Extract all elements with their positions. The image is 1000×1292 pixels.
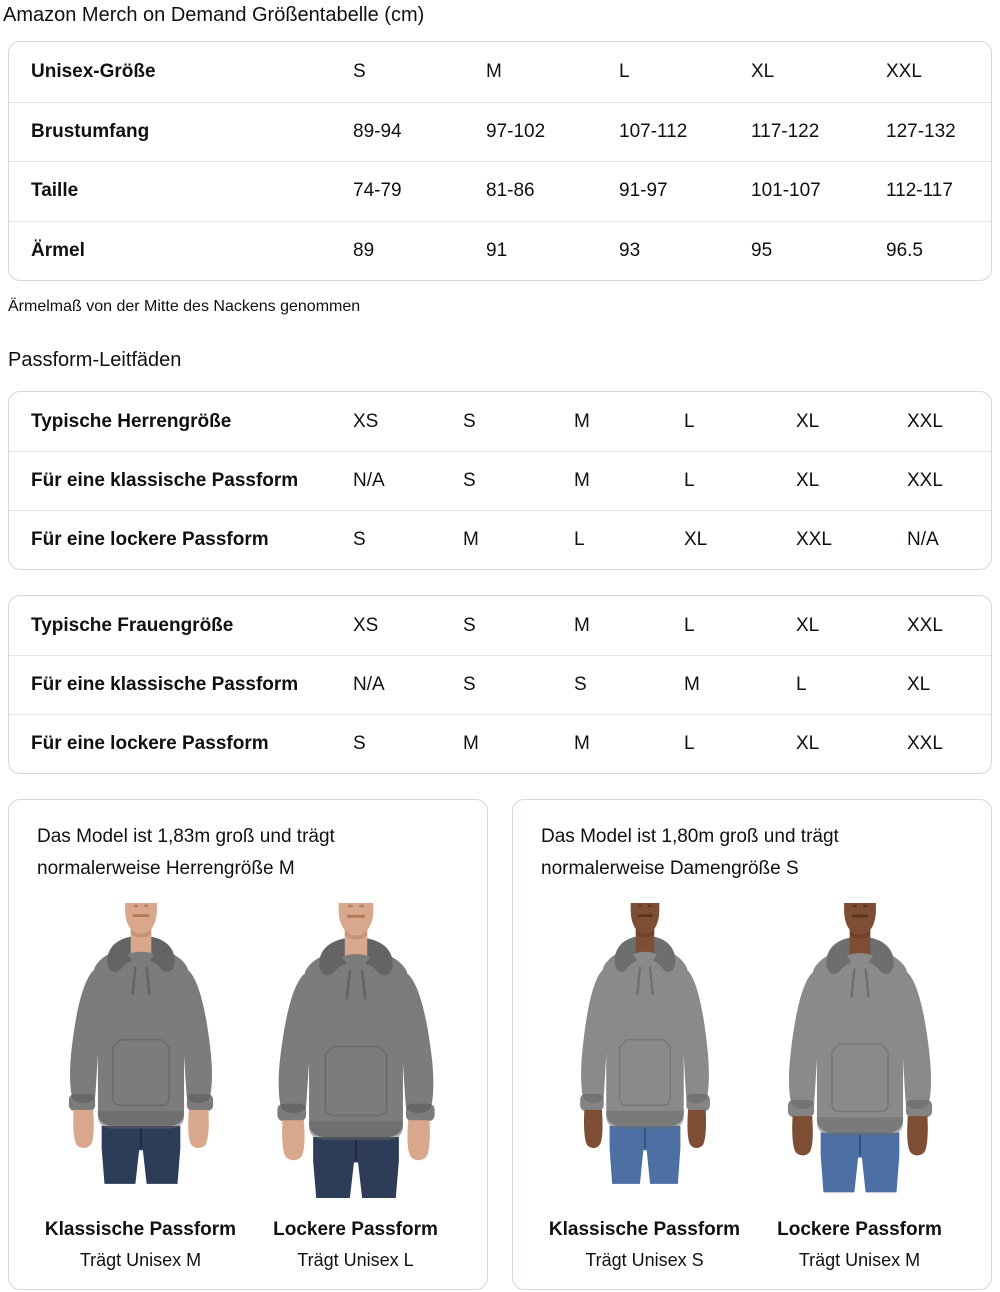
model-figures	[33, 903, 463, 1271]
size-cell: S	[463, 410, 476, 432]
row-label: Brustumfang	[31, 120, 150, 142]
size-cell: M	[486, 60, 502, 82]
size-cell: S	[353, 733, 366, 754]
hoodie-model-image	[253, 903, 459, 1203]
table-row	[9, 221, 991, 281]
table-row	[9, 102, 991, 162]
size-cell: XXL	[907, 470, 943, 491]
row-label: Typische Frauengröße	[31, 614, 234, 636]
size-cell: S	[463, 674, 476, 695]
size-caption: Trägt Unisex L	[297, 1250, 414, 1270]
model-cards	[8, 799, 992, 1290]
womens-fit-table	[8, 595, 992, 774]
fit-caption: Klassische Passform	[548, 1219, 741, 1240]
size-cell: S	[463, 614, 476, 636]
model-column-classic	[537, 903, 752, 1271]
size-cell: XL	[751, 60, 775, 82]
table-row	[9, 451, 991, 510]
page-title: Amazon Merch on Demand Größentabelle (cm)	[3, 4, 425, 26]
measure-cell: 91-97	[619, 180, 668, 202]
mens-fit-table	[8, 391, 992, 570]
size-cell: XL	[796, 470, 820, 491]
size-caption: Trägt Unisex M	[798, 1250, 921, 1270]
table-row	[9, 596, 991, 655]
measure-cell: 93	[619, 239, 641, 261]
row-label: Ärmel	[31, 239, 85, 261]
female-model-card	[512, 799, 992, 1290]
table-row	[9, 655, 991, 714]
model-figures	[537, 903, 967, 1271]
size-cell: XXL	[796, 529, 832, 550]
size-cell: M	[463, 733, 479, 754]
table-row	[9, 42, 991, 102]
measure-cell: 74-79	[353, 180, 402, 202]
fit-guides-heading: Passform-Leitfäden	[8, 349, 182, 371]
measure-cell: 107-112	[619, 120, 688, 142]
model-description: Das Model ist 1,80m groß und trägt normalerweise Damengröße S	[541, 826, 839, 879]
row-label: Für eine lockere Passform	[31, 529, 269, 550]
measure-cell: 101-107	[751, 180, 821, 202]
male-classic-fit-photo	[33, 903, 248, 1203]
size-cell: N/A	[907, 529, 939, 550]
size-cell: M	[574, 614, 590, 636]
measure-cell: 95	[751, 239, 773, 261]
model-column-classic	[33, 903, 248, 1271]
unisex-size-table	[8, 41, 992, 281]
size-cell: XL	[796, 410, 820, 432]
male-loose-fit-photo	[248, 903, 463, 1203]
size-cell: XL	[796, 614, 820, 636]
male-model-card	[8, 799, 488, 1290]
table-row	[9, 161, 991, 221]
size-cell: XS	[353, 614, 379, 636]
model-description: Das Model ist 1,83m groß und trägt normalerweise Herrengröße M	[37, 826, 335, 879]
size-cell: S	[574, 674, 587, 695]
table-row	[9, 714, 991, 773]
size-cell: N/A	[353, 674, 385, 695]
size-cell: N/A	[353, 470, 385, 491]
measure-cell: 127-132	[886, 120, 956, 142]
measure-cell: 112-117	[886, 180, 953, 202]
size-cell: XXL	[907, 410, 943, 432]
size-cell: M	[684, 674, 700, 695]
row-label: Für eine klassische Passform	[31, 674, 299, 695]
hoodie-model-image	[542, 903, 748, 1203]
row-label: Unisex-Größe	[31, 60, 156, 82]
fit-caption: Klassische Passform	[44, 1219, 237, 1240]
measure-cell: 89-94	[353, 120, 402, 142]
table-row	[9, 392, 991, 451]
size-cell: S	[353, 60, 366, 82]
row-label: Für eine klassische Passform	[31, 470, 299, 491]
size-cell: M	[574, 470, 590, 491]
size-cell: M	[574, 733, 590, 754]
size-cell: XXL	[907, 614, 943, 636]
size-cell: M	[574, 410, 590, 432]
measure-cell: 96.5	[886, 239, 923, 261]
size-cell: S	[463, 470, 476, 491]
size-caption: Trägt Unisex S	[585, 1250, 704, 1270]
measure-cell: 97-102	[486, 120, 546, 142]
size-cell: XXL	[907, 733, 943, 754]
fit-caption: Lockere Passform	[273, 1219, 438, 1240]
fit-caption: Lockere Passform	[777, 1219, 942, 1240]
size-cell: XL	[684, 529, 708, 550]
table-row	[9, 510, 991, 569]
model-column-loose	[752, 903, 967, 1271]
row-label: Typische Herrengröße	[31, 410, 232, 432]
size-cell: L	[684, 410, 695, 432]
size-cell: L	[684, 470, 695, 491]
size-cell: XL	[907, 674, 931, 695]
model-column-loose	[248, 903, 463, 1271]
size-caption: Trägt Unisex M	[79, 1250, 202, 1270]
row-label: Für eine lockere Passform	[31, 733, 269, 754]
hoodie-model-image	[38, 903, 244, 1203]
size-cell: M	[463, 529, 479, 550]
size-cell: XXL	[886, 60, 922, 82]
female-classic-fit-photo	[537, 903, 752, 1203]
sleeve-measure-note: Ärmelmaß von der Mitte des Nackens genommen	[8, 298, 361, 315]
size-cell: L	[796, 674, 807, 695]
size-cell: L	[574, 529, 585, 550]
hoodie-model-image	[757, 903, 963, 1203]
size-cell: XS	[353, 410, 379, 432]
female-loose-fit-photo	[752, 903, 967, 1203]
size-cell: XL	[796, 733, 820, 754]
size-cell: L	[619, 60, 630, 82]
size-cell: L	[684, 733, 695, 754]
measure-cell: 117-122	[751, 120, 820, 142]
size-cell: L	[684, 614, 695, 636]
measure-cell: 89	[353, 239, 375, 261]
row-label: Taille	[31, 180, 79, 202]
size-cell: S	[353, 529, 366, 550]
measure-cell: 81-86	[486, 180, 535, 202]
measure-cell: 91	[486, 239, 508, 261]
